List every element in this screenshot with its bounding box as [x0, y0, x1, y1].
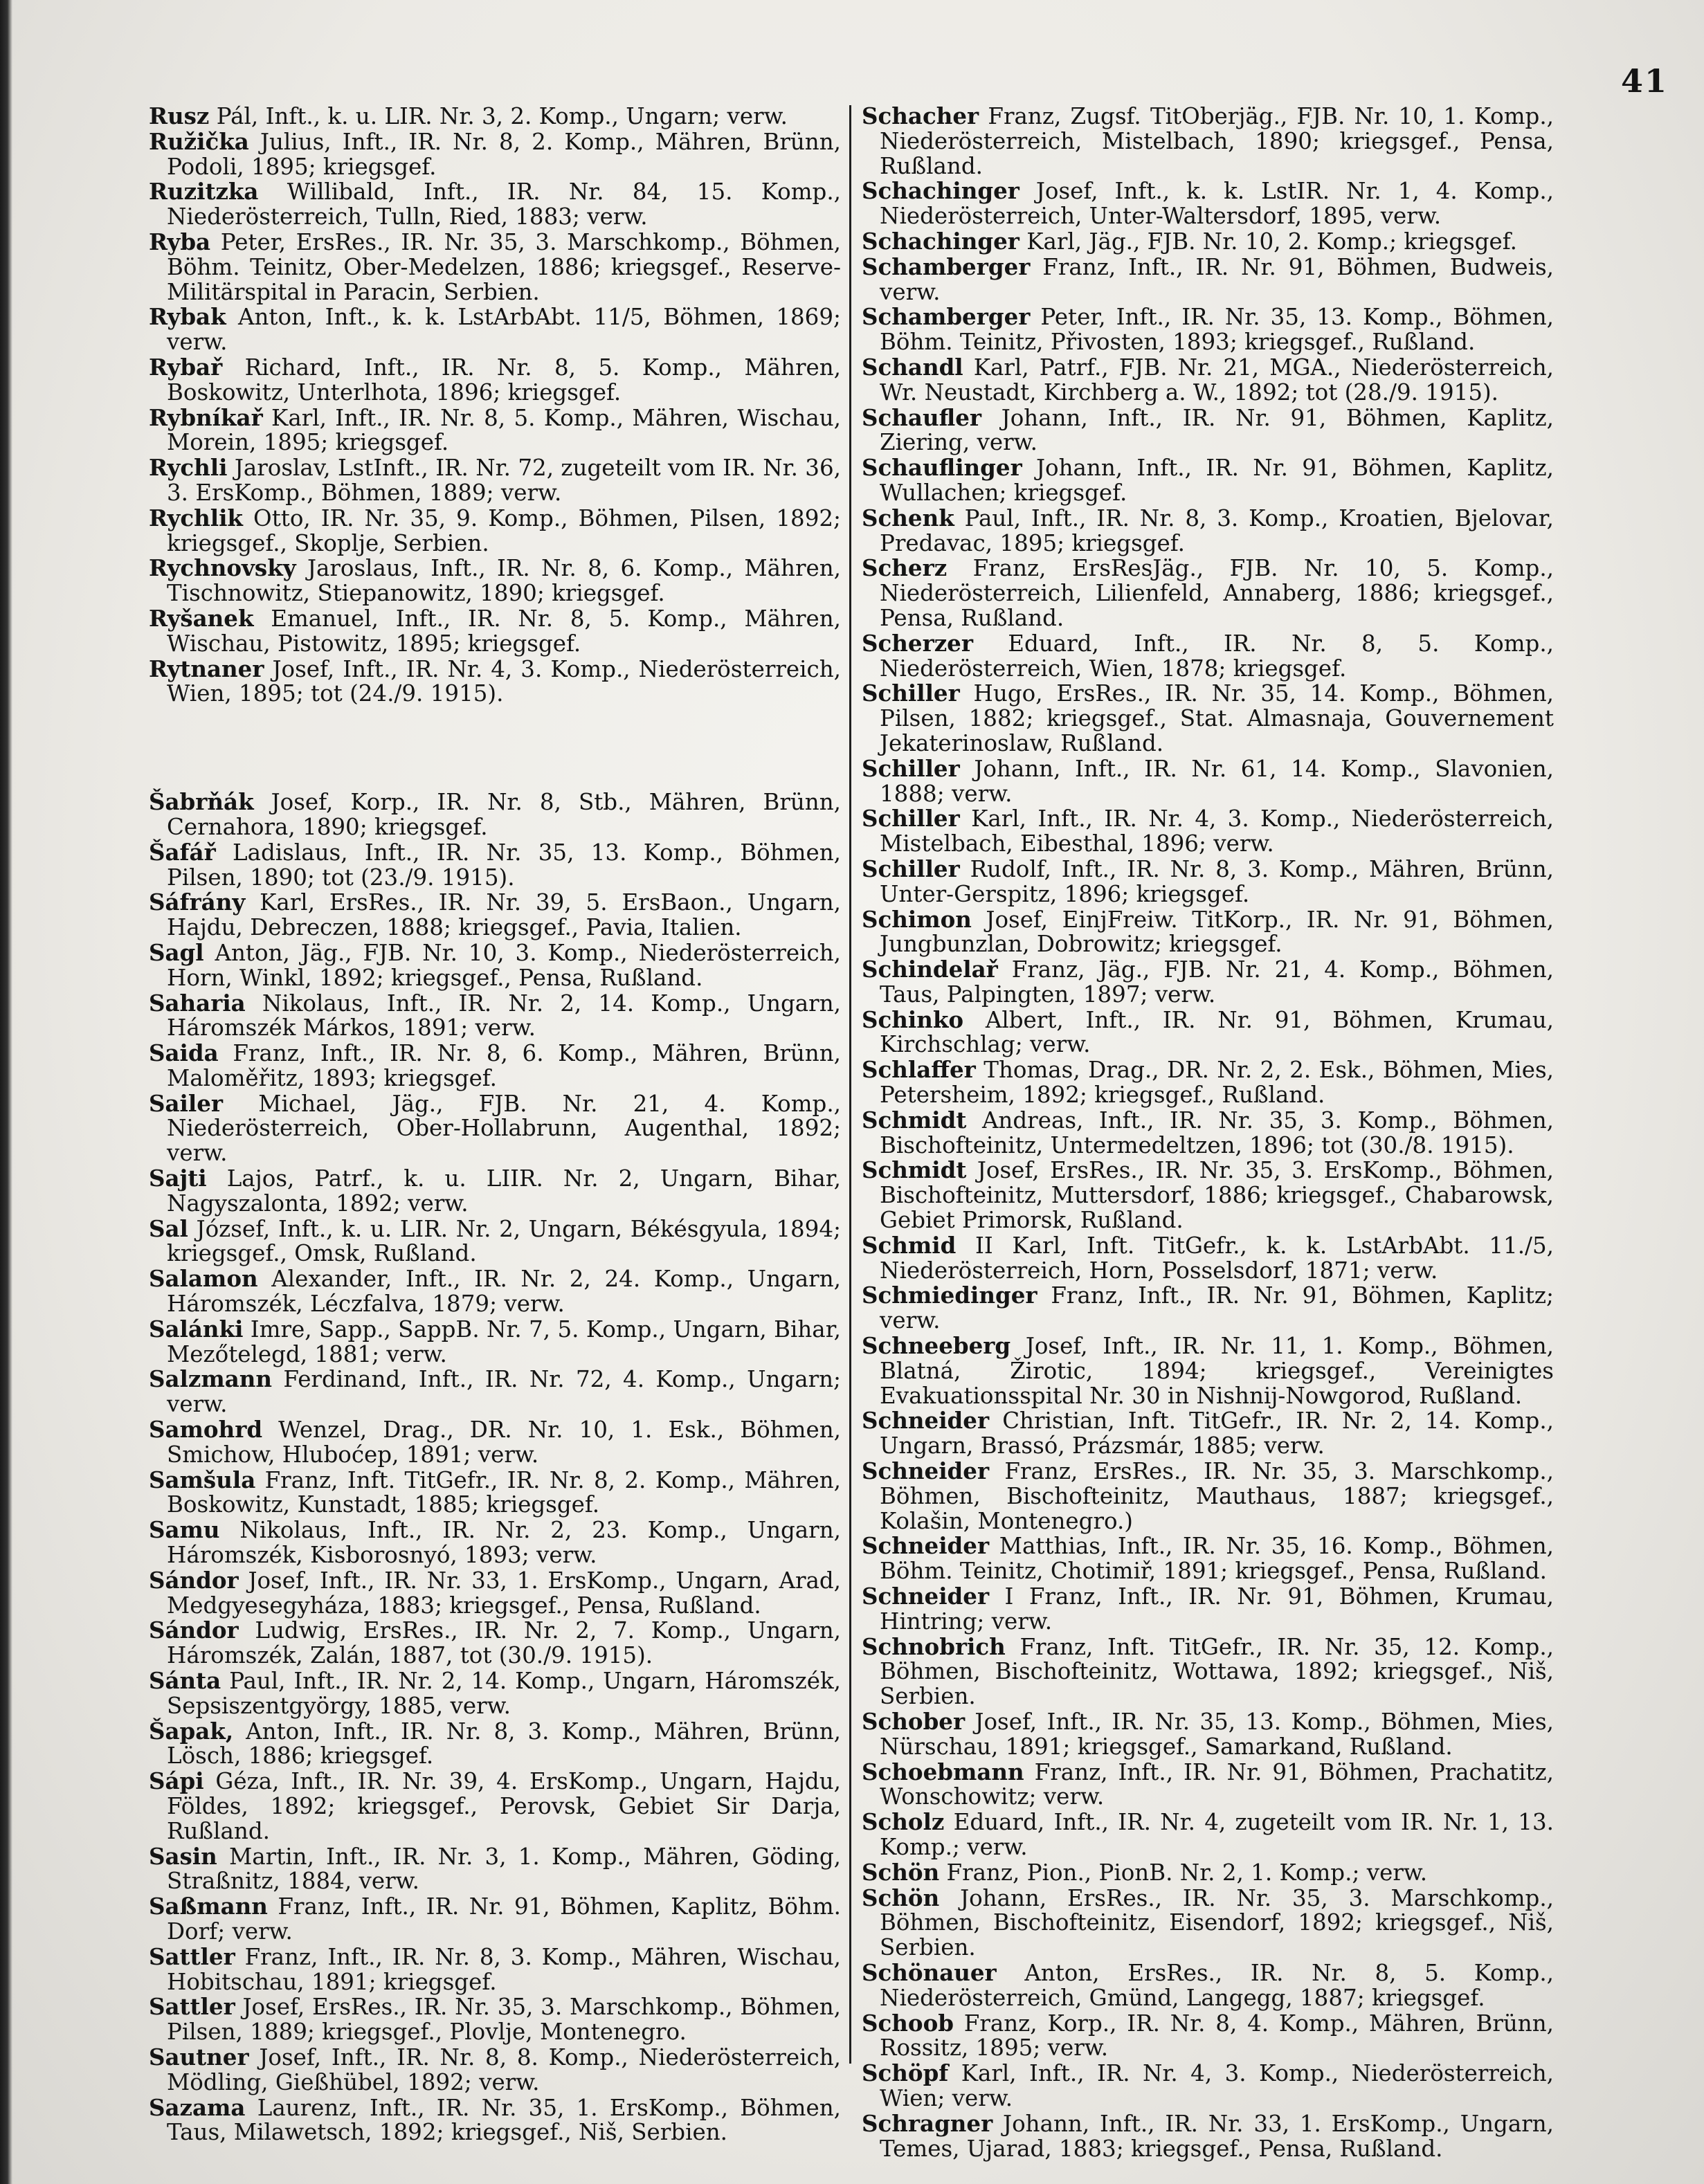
list-entry	[862, 2011, 1554, 2062]
entry-details: Peter, Inft., IR. Nr. 35, 13. Komp., Böhmen, Böhm. Teinitz, Přivosten, 1893; kriegsgef., Rußland.	[880, 304, 1554, 356]
list-entry	[149, 1618, 841, 1668]
entry-surname: Schneeberg	[862, 1332, 1011, 1360]
entry-surname: Saida	[149, 1039, 219, 1067]
entry-surname: Sándor	[149, 1566, 239, 1594]
list-entry	[149, 790, 841, 840]
list-entry	[862, 1960, 1554, 2011]
entry-details: Eduard, Inft., IR. Nr. 8, 5. Komp., Niederösterreich, Wien, 1878; kriegsgef.	[880, 630, 1554, 682]
list-entry	[862, 2061, 1554, 2111]
entry-details: Albert, Inft., IR. Nr. 91, Böhmen, Krumau, Kirchschlag; verw.	[880, 1006, 1554, 1058]
list-entry	[862, 1632, 1554, 1710]
entry-details: Alexander, Inft., IR. Nr. 2, 24. Komp., Ungarn, Háromszék, Léczfalva, 1879; verw.	[167, 1266, 841, 1318]
entry-details: II Karl, Inft. TitGefr., k. k. LstArbAbt. 11./5, Niederösterreich, Horn, Posselsdorf, 1871; verw.	[880, 1232, 1554, 1284]
entry-details: Paul, Inft., IR. Nr. 8, 3. Komp., Kroatien, Bjelovar, Predavac, 1895; kriegsgef.	[880, 504, 1554, 556]
entry-surname: Sajti	[149, 1165, 207, 1192]
entry-surname: Šafář	[149, 838, 216, 866]
list-entry	[149, 1769, 841, 1844]
list-entry	[149, 1844, 841, 1895]
entry-surname: Schauflinger	[862, 454, 1022, 482]
entry-details: Franz, Inft., IR. Nr. 8, 3. Komp., Mähren, Wischau, Hobitschau, 1891; kriegsgef.	[167, 1943, 841, 1995]
entry-surname: Sándor	[149, 1617, 239, 1644]
list-entry	[149, 657, 841, 707]
list-entry	[149, 890, 841, 940]
entry-details: Josef, EinjFreiw. TitKorp., IR. Nr. 91, Böhmen, Jungbunzlan, Dobrowitz; kriegsgef.	[880, 906, 1554, 958]
entry-details: Franz, Korp., IR. Nr. 8, 4. Komp., Mähren, Brünn, Rossitz, 1895; verw.	[880, 2010, 1554, 2062]
list-entry	[149, 506, 841, 556]
entry-surname: Schlaffer	[862, 1056, 976, 1084]
list-entry	[149, 1417, 841, 1468]
list-entry	[149, 230, 841, 304]
list-entry	[149, 1518, 841, 1568]
list-entry	[149, 304, 841, 355]
list-entry	[149, 129, 841, 180]
entry-details: Eduard, Inft., IR. Nr. 4, zugeteilt vom IR. Nr. 1, 13. Komp.; verw.	[880, 1809, 1554, 1860]
entry-details: Anton, Jäg., FJB. Nr. 10, 3. Komp., Niederösterreich, Horn, Winkl, 1892; kriegsgef., Pensa, Rußland.	[167, 939, 841, 991]
list-entry	[862, 1810, 1554, 1860]
list-entry	[149, 179, 841, 230]
entry-details: Josef, Inft., IR. Nr. 33, 1. ErsKomp., Ungarn, Arad, Medgyesegyháza, 1883; kriegsgef., Pensa, Rußland.	[167, 1567, 841, 1619]
entry-details: Josef, Inft., IR. Nr. 11, 1. Komp., Böhmen, Blatná, Žirotic, 1894; kriegsgef., Vereinigtes Evakuationsspital Nr. 30 in Nishnij-Nowgorod, Rußland.	[880, 1333, 1554, 1409]
entry-details: Johann, Inft., IR. Nr. 61, 14. Komp., Slavonien, 1888; verw.	[880, 755, 1554, 807]
list-entry	[862, 1158, 1554, 1232]
entry-surname: Schnobrich	[862, 1632, 1006, 1660]
entry-surname: Sápi	[149, 1767, 204, 1795]
entry-details: Josef, Inft., IR. Nr. 35, 13. Komp., Böhmen, Mies, Nürschau, 1891; kriegsgef., Samarkand, Rußland.	[880, 1709, 1554, 1760]
entry-details: Christian, Inft. TitGefr., IR. Nr. 2, 14. Komp., Ungarn, Brassó, Prázsmár, 1885; verw.	[880, 1408, 1554, 1459]
list-entry	[149, 2095, 841, 2146]
entry-details: Andreas, Inft., IR. Nr. 35, 3. Komp., Böhmen, Bischofteinitz, Untermedeltzen, 1896; tot (30./8. 1915).	[880, 1107, 1554, 1158]
list-entry	[149, 1317, 841, 1367]
entry-details: Michael, Jäg., FJB. Nr. 21, 4. Komp., Niederösterreich, Ober-Hollabrunn, Augenthal, 1892; verw.	[167, 1090, 841, 1167]
list-entry	[862, 506, 1554, 556]
entry-surname: Ruzitzka	[149, 178, 259, 206]
entry-surname: Schragner	[862, 2109, 993, 2137]
entry-details: I Franz, Inft., IR. Nr. 91, Böhmen, Krumau, Hintring; verw.	[880, 1583, 1554, 1635]
entry-surname: Schön	[862, 1884, 940, 1911]
list-entry	[862, 2111, 1554, 2162]
entry-surname: Schinko	[862, 1005, 964, 1033]
entry-details: Franz, Jäg., FJB. Nr. 21, 4. Komp., Böhmen, Taus, Palpingten, 1897; verw.	[880, 956, 1554, 1008]
entry-details: Lajos, Patrf., k. u. LIIR. Nr. 2, Ungarn, Bihar, Nagyszalonta, 1892; verw.	[167, 1165, 841, 1217]
binding-shadow	[0, 0, 12, 2184]
entry-list-sch	[862, 104, 1554, 2161]
entry-surname: Sattler	[149, 1993, 235, 2021]
entry-details: Karl, Inft., IR. Nr. 8, 5. Komp., Mähren, Wischau, Morein, 1895; kriegsgef.	[167, 404, 841, 456]
entry-surname: Schmid	[862, 1231, 957, 1259]
entry-surname: Scherzer	[862, 629, 973, 657]
list-entry	[149, 1468, 841, 1518]
list-entry	[862, 957, 1554, 1008]
entry-surname: Salamon	[149, 1265, 258, 1293]
entry-details: Johann, Inft., IR. Nr. 33, 1. ErsKomp., Ungarn, Temes, Ujarad, 1883; kriegsgef., Pensa, Rußland.	[880, 2110, 1554, 2162]
entry-surname: Schmidt	[862, 1106, 967, 1134]
list-entry	[862, 229, 1554, 255]
entry-details: Laurenz, Inft., IR. Nr. 35, 1. ErsKomp., Böhmen, Taus, Milawetsch, 1892; kriegsgef., Niš, Serbien.	[167, 2094, 841, 2146]
entry-surname: Šabrňák	[149, 788, 254, 816]
list-entry	[862, 556, 1554, 630]
entry-surname: Rytnaner	[149, 655, 264, 682]
entry-surname: Schiller	[862, 855, 960, 882]
entry-details: Franz, ErsResJäg., FJB. Nr. 10, 5. Komp., Niederösterreich, Lilienfeld, Annaberg, 1886; kriegsgef., Pensa, Rußland.	[880, 555, 1554, 631]
entry-surname: Sazama	[149, 2093, 246, 2121]
entry-surname: Sattler	[149, 1942, 235, 1970]
entry-surname: Samšula	[149, 1466, 256, 1493]
entry-surname: Schamberger	[862, 253, 1031, 280]
entry-details: Karl, Jäg., FJB. Nr. 10, 2. Komp.; kriegsgef.	[1019, 228, 1517, 255]
list-entry	[862, 179, 1554, 229]
entry-details: Rudolf, Inft., IR. Nr. 8, 3. Komp., Mähren, Brünn, Unter-Gerspitz, 1896; kriegsgef.	[880, 855, 1554, 907]
list-entry	[862, 1886, 1554, 1960]
list-entry	[862, 631, 1554, 682]
list-entry	[862, 455, 1554, 506]
list-entry	[862, 255, 1554, 305]
entry-details: Karl, Inft., IR. Nr. 4, 3. Komp., Niederösterreich, Mistelbach, Eibesthal, 1896; verw.	[880, 806, 1554, 857]
list-entry	[149, 1719, 841, 1769]
list-entry	[149, 403, 841, 456]
list-entry	[862, 1709, 1554, 1760]
list-entry	[862, 1108, 1554, 1158]
entry-surname: Schimon	[862, 905, 972, 933]
list-entry	[149, 606, 841, 657]
entry-surname: Schiller	[862, 754, 960, 782]
list-entry	[862, 1459, 1554, 1534]
list-entry	[862, 1534, 1554, 1584]
page-number: 41	[1620, 62, 1668, 100]
entry-surname: Šapak,	[149, 1717, 234, 1745]
entry-list-r	[149, 104, 841, 707]
entry-surname: Schober	[862, 1708, 966, 1735]
list-entry	[862, 1057, 1554, 1108]
entry-details: Anton, Inft., IR. Nr. 8, 3. Komp., Mähren, Brünn, Lösch, 1886; kriegsgef.	[167, 1718, 841, 1769]
list-entry	[149, 556, 841, 606]
entry-details: Karl, Inft., IR. Nr. 4, 3. Komp., Niederösterreich, Wien; verw.	[880, 2060, 1554, 2111]
entry-details: Franz, Pion., PionB. Nr. 2, 1. Komp.; verw.	[939, 1859, 1428, 1886]
entry-surname: Schachinger	[862, 227, 1019, 255]
entry-details: Franz, Inft., IR. Nr. 8, 6. Komp., Mähren, Brünn, Maloměřitz, 1893; kriegsgef.	[167, 1040, 841, 1091]
entry-surname: Samu	[149, 1516, 220, 1544]
list-entry	[862, 857, 1554, 907]
entry-details: Franz, Inft. TitGefr., IR. Nr. 8, 2. Komp., Mähren, Boskowitz, Kunstadt, 1885; kriegsgef.	[167, 1466, 841, 1518]
entry-surname: Scherz	[862, 554, 948, 582]
entry-details: Ferdinand, Inft., IR. Nr. 72, 4. Komp., Ungarn; verw.	[167, 1366, 841, 1418]
entry-details: Wenzel, Drag., DR. Nr. 10, 1. Esk., Böhmen, Smichow, Hluboćep, 1891; verw.	[167, 1417, 841, 1468]
list-entry	[862, 1408, 1554, 1459]
list-entry	[862, 1860, 1554, 1886]
entry-details: Anton, ErsRes., IR. Nr. 8, 5. Komp., Niederösterreich, Gmünd, Langegg, 1887; kriegsgef.	[880, 1959, 1554, 2011]
entry-details: Franz, Inft. TitGefr., IR. Nr. 35, 12. Komp., Böhmen, Bischofteinitz, Wottawa, 1892; kriegsgef., Niš, Serbien.	[880, 1633, 1554, 1710]
list-entry	[149, 1367, 841, 1417]
left-column	[149, 102, 841, 2146]
entry-surname: Schmiedinger	[862, 1282, 1037, 1309]
entry-surname: Scholz	[862, 1808, 945, 1836]
entry-surname: Salánki	[149, 1315, 244, 1343]
entry-details: Franz, Inft., IR. Nr. 91, Böhmen, Kaplitz; verw.	[880, 1282, 1554, 1334]
entry-surname: Rybak	[149, 303, 226, 331]
entry-details: Josef, Inft., k. k. LstIR. Nr. 1, 4. Komp., Niederösterreich, Unter-Waltersdorf, 1895, verw.	[880, 178, 1554, 230]
list-entry	[862, 1584, 1554, 1635]
entry-details: Hugo, ErsRes., IR. Nr. 35, 14. Komp., Böhmen, Pilsen, 1882; kriegsgef., Stat. Almasnaja, Gouvernement Jekaterinoslaw, Rußland.	[880, 680, 1554, 756]
entry-details: Richard, Inft., IR. Nr. 8, 5. Komp., Mähren, Boskowitz, Unterlhota, 1896; kriegsgef.	[167, 354, 841, 406]
list-entry	[862, 403, 1554, 456]
entry-details: Nikolaus, Inft., IR. Nr. 2, 14. Komp., Ungarn, Háromszék Márkos, 1891; verw.	[167, 990, 841, 1041]
entry-surname: Sáfrány	[149, 889, 246, 916]
entry-details: Franz, ErsRes., IR. Nr. 35, 3. Marschkomp., Böhmen, Bischofteinitz, Mauthaus, 1887; kriegsgef., Kolašin, Montenegro.)	[880, 1458, 1554, 1534]
entry-details: Emanuel, Inft., IR. Nr. 8, 5. Komp., Mähren, Wischau, Pistowitz, 1895; kriegsgef.	[167, 605, 841, 657]
list-entry	[149, 455, 841, 506]
entry-details: Franz, Inft., IR. Nr. 91, Böhmen, Budweis, verw.	[880, 253, 1554, 305]
list-entry	[149, 355, 841, 406]
entry-details: József, Inft., k. u. LIR. Nr. 2, Ungarn, Békésgyula, 1894; kriegsgef., Omsk, Rußland.	[167, 1215, 841, 1267]
entry-surname: Schmidt	[862, 1156, 967, 1184]
entry-surname: Schöpf	[862, 2059, 949, 2087]
list-entry	[149, 2045, 841, 2095]
entry-surname: Schacher	[862, 102, 979, 129]
entry-details: Géza, Inft., IR. Nr. 39, 4. ErsKomp., Ungarn, Hajdu, Földes, 1892; kriegsgef., Perovsk, Gebiet Sir Darja, Rußland.	[167, 1768, 841, 1844]
entry-details: Otto, IR. Nr. 35, 9. Komp., Böhmen, Pilsen, 1892; kriegsgef., Skoplje, Serbien.	[167, 504, 841, 556]
entry-details: Josef, ErsRes., IR. Nr. 35, 3. Marschkomp., Böhmen, Pilsen, 1889; kriegsgef., Plovlje, Montenegro.	[167, 1994, 841, 2046]
list-entry	[149, 991, 841, 1041]
entry-surname: Schneider	[862, 1457, 990, 1485]
list-entry	[149, 1041, 841, 1091]
entry-details: Josef, Korp., IR. Nr. 8, Stb., Mähren, Brünn, Cernahora, 1890; kriegsgef.	[167, 789, 841, 840]
entry-surname: Schoob	[862, 2009, 954, 2037]
list-entry	[149, 1942, 841, 1995]
list-entry	[862, 1760, 1554, 1810]
entry-surname: Schaufler	[862, 403, 982, 431]
entry-details: Nikolaus, Inft., IR. Nr. 2, 23. Komp., Ungarn, Háromszék, Kisborosnyó, 1893; verw.	[167, 1517, 841, 1569]
list-entry	[149, 840, 841, 891]
entry-surname: Rychlik	[149, 504, 243, 531]
list-entry	[149, 940, 841, 991]
list-entry	[862, 104, 1554, 179]
entry-surname: Schönauer	[862, 1958, 997, 1986]
entry-surname: Schenk	[862, 504, 954, 531]
list-entry	[862, 806, 1554, 857]
entry-surname: Rusz	[149, 102, 210, 129]
entry-details: Ludwig, ErsRes., IR. Nr. 2, 7. Komp., Ungarn, Háromszék, Zalán, 1887, tot (30./9. 1915).	[167, 1617, 841, 1669]
list-entry	[149, 1091, 841, 1166]
section-gap	[149, 707, 841, 790]
list-entry	[862, 756, 1554, 807]
list-entry	[862, 1334, 1554, 1408]
entry-details: Pál, Inft., k. u. LIR. Nr. 3, 2. Komp., Ungarn; verw.	[209, 103, 788, 129]
entry-details: Karl, ErsRes., IR. Nr. 39, 5. ErsBaon., Ungarn, Hajdu, Debreczen, 1888; kriegsgef., Pavia, Italien.	[167, 889, 841, 941]
entry-surname: Sagl	[149, 938, 204, 966]
entry-surname: Schiller	[862, 680, 960, 707]
entry-surname: Schneider	[862, 1583, 990, 1610]
entry-details: Julius, Inft., IR. Nr. 8, 2. Komp., Mähren, Brünn, Podoli, 1895; kriegsgef.	[167, 128, 841, 180]
right-column	[862, 102, 1554, 2162]
entry-surname: Samohrd	[149, 1416, 263, 1444]
entry-surname: Schoebmann	[862, 1758, 1024, 1785]
entry-surname: Sal	[149, 1214, 188, 1242]
list-entry	[862, 1005, 1554, 1058]
entry-details: Josef, ErsRes., IR. Nr. 35, 3. ErsKomp., Böhmen, Bischofteinitz, Muttersdorf, 1886; kriegsgef., Chabarowsk, Gebiet Primorsk, Rußland.	[880, 1157, 1554, 1234]
entry-details: Josef, Inft., IR. Nr. 8, 8. Komp., Niederösterreich, Mödling, Gießhübel, 1892; verw.	[167, 2044, 841, 2095]
entry-surname: Sánta	[149, 1667, 221, 1695]
entry-details: Peter, ErsRes., IR. Nr. 35, 3. Marschkomp., Böhmen, Böhm. Teinitz, Ober-Medelzen, 1886; kriegsgef., Reserve-Militärspital in Paracin, Serbien.	[167, 228, 841, 305]
list-entry	[149, 1894, 841, 1945]
list-entry	[862, 1233, 1554, 1284]
entry-surname: Ryba	[149, 228, 211, 255]
entry-list-s	[149, 790, 841, 2145]
list-entry	[149, 1266, 841, 1317]
entry-surname: Salzmann	[149, 1365, 273, 1393]
entry-details: Martin, Inft., IR. Nr. 3, 1. Komp., Mähren, Göding, Straßnitz, 1884, verw.	[167, 1843, 841, 1895]
list-entry	[862, 1283, 1554, 1334]
entry-details: Johann, ErsRes., IR. Nr. 35, 3. Marschkomp., Böhmen, Bischofteinitz, Eisendorf, 1892; kriegsgef., Niš, Serbien.	[880, 1884, 1554, 1961]
entry-surname: Ryšanek	[149, 604, 254, 632]
entry-surname: Schamberger	[862, 303, 1031, 331]
entry-surname: Rychnovsky	[149, 554, 296, 582]
entry-details: Anton, Inft., k. k. LstArbAbt. 11/5, Böhmen, 1869; verw.	[167, 304, 841, 356]
column-divider	[849, 105, 851, 2064]
entry-surname: Schachinger	[862, 177, 1019, 205]
entry-surname: Rychli	[149, 454, 228, 482]
entry-surname: Schneider	[862, 1407, 990, 1435]
entry-surname: Rybař	[149, 353, 223, 381]
entry-details: Josef, Inft., IR. Nr. 4, 3. Komp., Niederösterreich, Wien, 1895; tot (24./9. 1915).	[167, 655, 841, 707]
entry-surname: Schiller	[862, 805, 960, 832]
entry-surname: Schneider	[862, 1532, 990, 1560]
entry-details: Franz, Zugsf. TitOberjäg., FJB. Nr. 10, 1. Komp., Niederösterreich, Mistelbach, 1890; kriegsgef., Pensa, Rußland.	[880, 103, 1554, 179]
entry-details: Thomas, Drag., DR. Nr. 2, 2. Esk., Böhmen, Mies, Petersheim, 1892; kriegsgef., Rußland.	[880, 1057, 1554, 1109]
entry-surname: Schindelař	[862, 956, 998, 983]
entry-surname: Ružička	[149, 127, 249, 155]
entry-surname: Saharia	[149, 989, 246, 1017]
list-entry	[862, 681, 1554, 756]
entry-surname: Saßmann	[149, 1893, 268, 1920]
entry-surname: Sailer	[149, 1089, 224, 1117]
list-entry	[149, 104, 841, 129]
entry-surname: Sasin	[149, 1842, 217, 1870]
entry-details: Ladislaus, Inft., IR. Nr. 35, 13. Komp., Böhmen, Pilsen, 1890; tot (23./9. 1915).	[167, 839, 841, 891]
entry-details: Karl, Patrf., FJB. Nr. 21, MGA., Niederösterreich, Wr. Neustadt, Kirchberg a. W., 1892; tot (28./9. 1915).	[880, 354, 1554, 406]
entry-surname: Schandl	[862, 353, 963, 381]
entry-surname: Rybníkař	[149, 403, 263, 431]
entry-details: Johann, Inft., IR. Nr. 91, Böhmen, Kaplitz, Wullachen; kriegsgef.	[880, 455, 1554, 506]
list-entry	[149, 1214, 841, 1267]
list-entry	[149, 1166, 841, 1217]
entry-details: Willibald, Inft., IR. Nr. 84, 15. Komp., Niederösterreich, Tulln, Ried, 1883; verw.	[167, 179, 841, 230]
list-entry	[862, 907, 1554, 958]
entry-details: Franz, Inft., IR. Nr. 91, Böhmen, Kaplitz, Böhm. Dorf; verw.	[167, 1893, 841, 1945]
entry-details: Imre, Sapp., SappB. Nr. 7, 5. Komp., Ungarn, Bihar, Mezőtelegd, 1881; verw.	[167, 1316, 841, 1367]
entry-details: Franz, Inft., IR. Nr. 91, Böhmen, Prachatitz, Wonschowitz; verw.	[880, 1758, 1554, 1810]
list-entry	[149, 1994, 841, 2045]
entry-details: Jaroslaus, Inft., IR. Nr. 8, 6. Komp., Mähren, Tischnowitz, Stiepanowitz, 1890; kriegsgef.	[167, 555, 841, 607]
list-entry	[862, 304, 1554, 355]
list-entry	[149, 1668, 841, 1719]
entry-surname: Sautner	[149, 2043, 249, 2071]
list-entry	[149, 1568, 841, 1619]
entry-details: Jaroslav, LstInft., IR. Nr. 72, zugeteilt vom IR. Nr. 36, 3. ErsKomp., Böhmen, 1889; verw.	[167, 455, 841, 506]
entry-details: Paul, Inft., IR. Nr. 2, 14. Komp., Ungarn, Háromszék, Sepsiszentgyörgy, 1885, verw.	[167, 1668, 841, 1719]
list-entry	[862, 355, 1554, 406]
entry-details: Johann, Inft., IR. Nr. 91, Böhmen, Kaplitz, Ziering, verw.	[880, 404, 1554, 456]
entry-surname: Schön	[862, 1858, 940, 1886]
entry-details: Matthias, Inft., IR. Nr. 35, 16. Komp., Böhmen, Böhm. Teinitz, Chotimiř, 1891; kriegsgef., Pensa, Rußland.	[880, 1533, 1554, 1585]
